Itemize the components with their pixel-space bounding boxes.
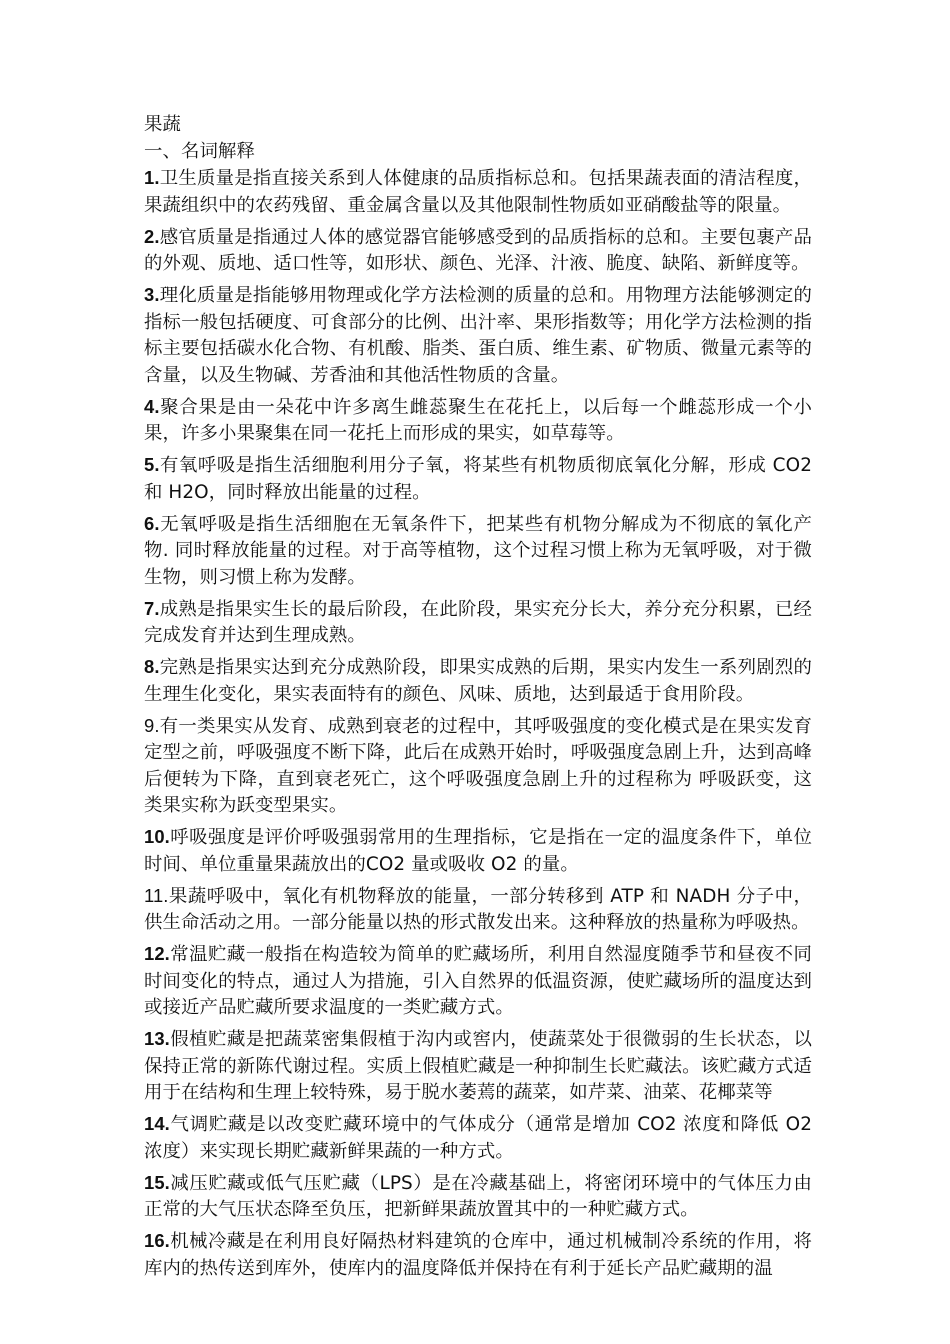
entry-number: 9. <box>144 714 160 736</box>
definition-entry <box>144 394 812 448</box>
entry-text: 无氧呼吸是指生活细胞在无氧条件下，把某些有机物分解成为不彻底的氧化产物. 同时释放能量的过程。对于高等植物，这个过程习惯上称为无氧呼吸，对于微生物，则习惯上称为发酵。 <box>144 513 812 588</box>
definition-entry <box>144 165 812 219</box>
definition-entry <box>144 282 812 389</box>
definition-entry <box>144 713 812 820</box>
entry-text: 呼吸强度是评价呼吸强弱常用的生理指标，它是指在一定的温度条件下，单位时间、单位重量果蔬放出的CO2 量或吸收 O2 的量。 <box>144 827 812 875</box>
entry-number: 2. <box>144 225 160 247</box>
entry-number: 10. <box>144 826 170 847</box>
entry-number: 8. <box>144 656 160 677</box>
entry-text: 机械冷藏是在利用良好隔热材料建筑的仓库中，通过机械制冷系统的作用，将库内的热传送到库外，使库内的温度降低并保持在有利于延长产品贮藏期的温 <box>144 1231 812 1279</box>
entry-text: 气调贮藏是以改变贮藏环境中的气体成分（通常是增加 CO2 浓度和降低 O2 浓度）来实现长期贮藏新鲜果蔬的一种方式。 <box>144 1114 812 1162</box>
document-title: 果蔬 <box>144 114 181 135</box>
entry-text: 成熟是指果实生长的最后阶段，在此阶段，果实充分长大，养分充分积累，已经完成发育并达到生理成熟。 <box>144 598 812 646</box>
document-body <box>144 112 812 1287</box>
definition-entry <box>144 596 812 650</box>
definition-entry <box>144 1026 812 1107</box>
entry-number: 6. <box>144 512 160 534</box>
section-heading: 一、名词解释 <box>144 140 255 162</box>
entry-number: 11. <box>144 884 169 906</box>
entry-number: 4. <box>144 395 160 417</box>
definition-entry <box>144 941 812 1022</box>
entry-number: 16. <box>144 1230 170 1251</box>
definition-entry <box>144 1228 812 1282</box>
definition-entry <box>144 883 812 937</box>
entry-text: 卫生质量是指直接关系到人体健康的品质指标总和。包括果蔬表面的清洁程度，果蔬组织中的农药残留、重金属含量以及其他限制性物质如亚硝酸盐等的限量。 <box>144 168 812 216</box>
entry-text: 减压贮藏或低气压贮藏（LPS）是在冷藏基础上，将密闭环境中的气体压力由正常的大气压状态降至负压，把新鲜果蔬放置其中的一种贮藏方式。 <box>144 1172 812 1220</box>
definition-entry <box>144 1111 812 1165</box>
definition-entry <box>144 654 812 708</box>
entry-number: 14. <box>144 1113 170 1134</box>
entry-number: 13. <box>144 1028 170 1049</box>
entry-text: 常温贮藏一般指在构造较为简单的贮藏场所，利用自然湿度随季节和昼夜不同时间变化的特点，通过人为措施，引入自然界的低温资源，使贮藏场所的温度达到或接近产品贮藏所要求温度的一类贮藏方式。 <box>144 944 812 1018</box>
definition-entry <box>144 452 812 506</box>
entry-text: 有一类果实从发育、成熟到衰老的过程中，其呼吸强度的变化模式是在果实发育定型之前，呼吸强度不断下降，此后在成熟开始时，呼吸强度急剧上升，达到高峰后便转为下降，直到衰老死亡，这个呼吸强度急剧上升的过程称为 呼吸跃变，这类果实称为跃变型果实。 <box>144 715 812 816</box>
entry-text: 感官质量是指通过人体的感觉器官能够感受到的品质指标的总和。主要包裹产品的外观、质地、适口性等，如形状、颜色、光泽、汁液、脆度、缺陷、新鲜度等。 <box>144 226 812 274</box>
entry-text: 聚合果是由一朵花中许多离生雌蕊聚生在花托上，以后每一个雌蕊形成一个小果，许多小果聚集在同一花托上而形成的果实，如草莓等。 <box>144 396 812 444</box>
definition-entry <box>144 511 812 592</box>
entry-text: 完熟是指果实达到充分成熟阶段，即果实成熟的后期，果实内发生一系列剧烈的生理生化变化，果实表面特有的颜色、风味、质地，达到最适于食用阶段。 <box>144 657 812 705</box>
entry-number: 5. <box>144 454 160 475</box>
entry-text: 有氧呼吸是指生活细胞利用分子氧，将某些有机物质彻底氧化分解，形成 CO2 和 H2O，同时释放出能量的过程。 <box>144 455 812 503</box>
entry-number: 1. <box>144 167 160 188</box>
entry-text: 果蔬呼吸中，氧化有机物释放的能量，一部分转移到 ATP 和 NADH 分子中，供生命活动之用。一部分能量以热的形式散发出来。这种释放的热量称为呼吸热。 <box>144 885 812 933</box>
definition-entry <box>144 1170 812 1224</box>
entry-number: 12. <box>144 943 170 964</box>
entry-text: 假植贮藏是把蔬菜密集假植于沟内或窖内，使蔬菜处于很微弱的生长状态，以保持正常的新陈代谢过程。实质上假植贮藏是一种抑制生长贮藏法。该贮藏方式适用于在结构和生理上较特殊，易于脱水萎蔫的蔬菜，如芹菜、油菜、花椰菜等 <box>144 1029 812 1103</box>
entry-number: 15. <box>144 1171 170 1193</box>
entry-number: 7. <box>144 597 160 619</box>
entry-number: 3. <box>144 284 160 305</box>
definition-entry <box>144 224 812 278</box>
definition-entry <box>144 824 812 878</box>
entry-text: 理化质量是指能够用物理或化学方法检测的质量的总和。用物理方法能够测定的指标一般包括硬度、可食部分的比例、出汁率、果形指数等；用化学方法检测的指标主要包括碳水化合物、有机酸、脂类、蛋白质、维生素、矿物质、微量元素等的含量，以及生物碱、芳香油和其他活性物质的含量。 <box>144 285 812 386</box>
